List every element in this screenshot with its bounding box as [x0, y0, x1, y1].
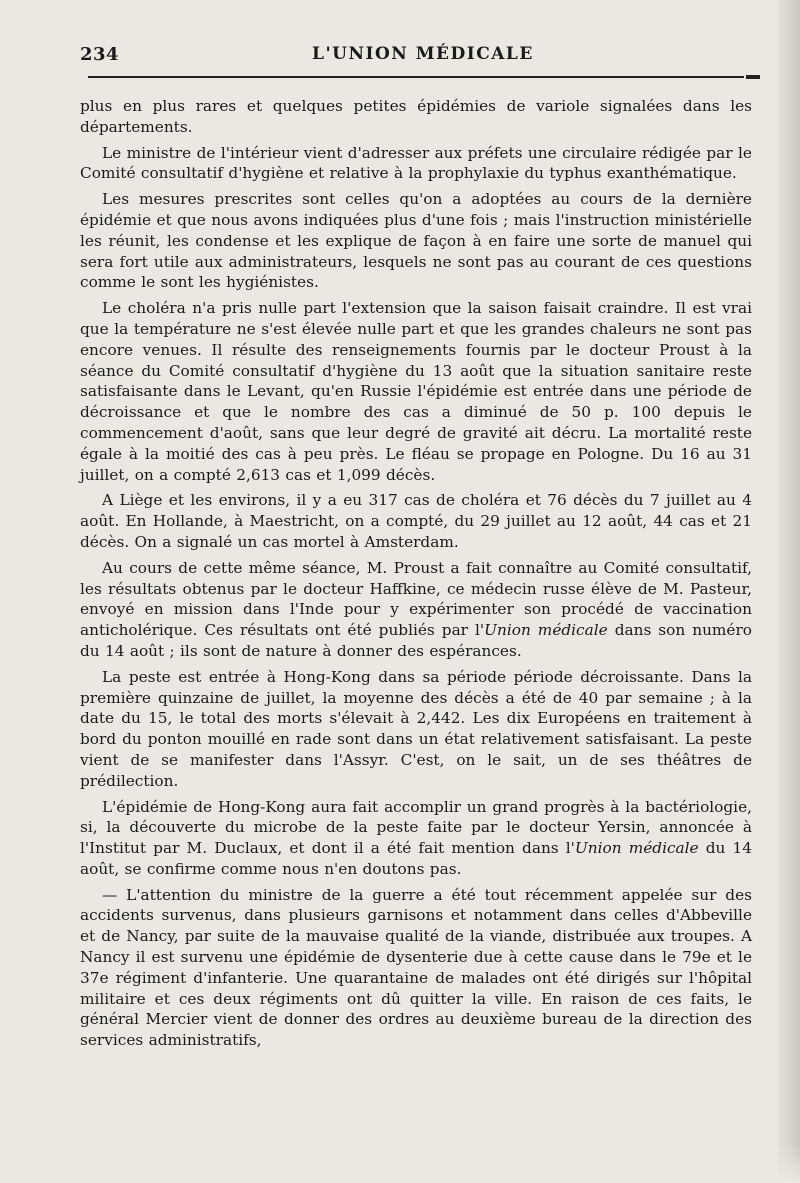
page-gutter	[778, 0, 800, 1183]
paragraph: Le ministre de l'intérieur vient d'adresser aux préfets une circulaire rédigée par le Comité consultatif d'hygiène et relative à la prophylaxie du typhus exanthématique.	[80, 143, 752, 183]
paragraph-text: L'épidémie de Hong-Kong aura fait accomplir un grand progrès à la bactériologie, si, la découverte du microbe de la peste faite par le docteur Yersin, annoncée à l'Institut par M. Duclaux, et dont il a été fait mention dans l'	[80, 797, 752, 858]
header-rule	[88, 76, 744, 78]
article-body	[80, 96, 752, 1056]
page-number: 234	[80, 44, 120, 65]
paragraph	[80, 797, 752, 880]
paragraph: La peste est entrée à Hong-Kong dans sa période période décroissante. Dans la première quinzaine de juillet, la moyenne des décès a été de 40 par semaine ; à la date du 15, le total des morts s'élevait à 2,442. Les dix Européens en traitement à bord du ponton mouillé en rade sont dans un état relativement satisfaisant. La peste vient de se manifester dans l'Assyr. C'est, on le sait, un de ses théâtres de prédilection.	[80, 667, 752, 790]
paragraph: — L'attention du ministre de la guerre a été tout récemment appelée sur des accidents survenus, dans plusieurs garnisons et notamment dans celles d'Abbeville et de Nancy, par suite de la mauvaise qualité de la viande, distribuée aux troupes. A Nancy il est survenu une épidémie de dysenterie due à cette cause dans le 79e et le 37e régiment d'infanterie. Une quarantaine de malades ont été dirigés sur l'hôpital militaire et ces deux régiments ont dû quitter la ville. En raison de ces faits, le général Mercier vient de donner des ordres au deuxième bureau de la direction des services administratifs,	[80, 885, 752, 1050]
page-bottom-edge	[0, 1143, 800, 1183]
journal-title: Union médicale	[484, 621, 608, 640]
page-header	[80, 44, 760, 72]
paragraph-text: du 14 août, se confirme comme nous n'en doutons pas.	[80, 839, 752, 878]
paragraph-text: Au cours de cette même séance, M. Proust a fait connaître au Comité consultatif, les résultats obtenus par le docteur Haffkine, ce médecin russe élève de M. Pasteur, envoyé en mission dans l'Inde pour y expérimenter son procédé de vaccination anticholérique. Ces résultats ont été publiés par l'	[80, 558, 752, 640]
paragraph: plus en plus rares et quelques petites épidémies de variole signalées dans les départements.	[80, 97, 752, 136]
journal-title: Union médicale	[574, 839, 699, 858]
paragraph: Le choléra n'a pris nulle part l'extension que la saison faisait craindre. Il est vrai que la température ne s'est élevée nulle part et que les grandes chaleurs ne sont pas encore venues. Il résulte des renseignements fournis par le docteur Proust à la séance du Comité consultatif d'hygiène du 13 août que la situation sanitaire reste satisfaisante dans le Levant, qu'en Russie l'épidémie est entrée dans une période de décroissance et que le nombre des cas a diminué de 50 p. 100 depuis le commencement d'août, sans que leur degré de gravité ait décru. La mortalité reste égale à la moitié des cas à peu près. Le fléau se propage en Pologne. Du 16 au 31 juillet, on a compté 2,613 cas et 1,099 décès.	[80, 299, 752, 484]
paragraph	[80, 558, 752, 662]
paragraph: Les mesures prescrites sont celles qu'on a adoptées au cours de la dernière épidémie et que nous avons indiquées plus d'une fois ; mais l'instruction ministérielle les réunit, les condense et les explique de façon à en faire une sorte de manuel qui sera fort utile aux administrateurs, lesquels ne sont pas au courant de ces questions comme le sont les hygiénistes.	[80, 190, 752, 292]
paragraph: A Liège et les environs, il y a eu 317 cas de choléra et 76 décès du 7 juillet au 4 août. En Hollande, à Maestricht, on a compté, du 29 juillet au 12 août, 44 cas et 21 décès. On a signalé un cas mortel à Amsterdam.	[80, 491, 752, 551]
running-title: L'UNION MÉDICALE	[312, 44, 534, 64]
paragraph-text: dans son numéro du 14 août ; ils sont de nature à donner des espérances.	[80, 621, 753, 660]
